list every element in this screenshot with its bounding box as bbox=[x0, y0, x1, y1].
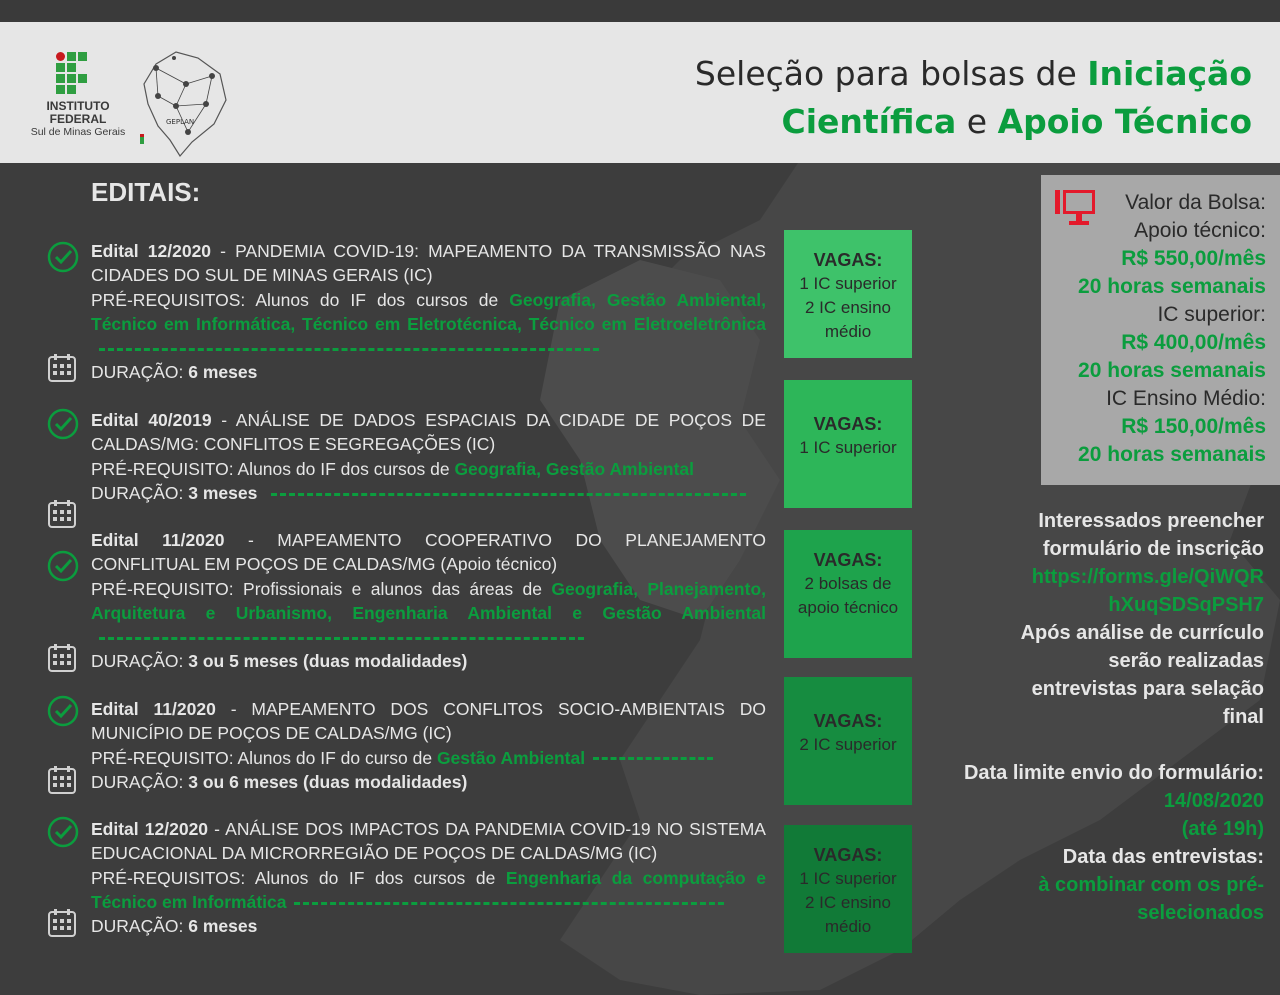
valor-bolsa-box: Valor da Bolsa: Apoio técnico: R$ 550,00/mês 20 horas semanais IC superior: R$ 400,00/mês 20 horas semanais IC Ensino Médio: R$ 150,00/mês 20 horas semanais bbox=[1041, 175, 1280, 485]
calendar-icon bbox=[47, 765, 77, 795]
dashed-divider bbox=[99, 348, 599, 351]
dashed-divider bbox=[593, 757, 713, 760]
geplan-logo bbox=[136, 44, 232, 160]
edital-item-2: Edital 40/2019 - ANÁLISE DE DADOS ESPACIAIS DA CIDADE DE POÇOS DE CALDAS/MG: CONFLITOS E SEGREGAÇÕES (IC) PRÉ-REQUISITO: Alunos do IF dos cursos de Geografia, Gestão Ambiental DURAÇÃO: 3 meses bbox=[91, 410, 766, 503]
vagas-box-1: VAGAS: 1 IC superior 2 IC ensino médio bbox=[784, 230, 912, 358]
info-interessados: Interessados preencher formulário de inscrição https://forms.gle/QiWQR hXuqSDSqPSH7 Após análise de currículo serão realizadas entrevistas para selação final bbox=[944, 507, 1264, 731]
vagas-box-2: VAGAS: 1 IC superior bbox=[784, 380, 912, 508]
check-icon bbox=[47, 695, 79, 727]
header bbox=[0, 22, 1280, 163]
if-logo-grid bbox=[56, 52, 90, 98]
top-bar bbox=[0, 0, 1280, 22]
edital-item-5: Edital 12/2020 - ANÁLISE DOS IMPACTOS DA PANDEMIA COVID-19 NO SISTEMA EDUCACIONAL DA MICRORREGIÃO DE POÇOS DE CALDAS/MG (IC) PRÉ-REQUISITOS: Alunos do IF dos cursos de Engenharia da computação e Técnico em Informática DURAÇÃO: 6 meses bbox=[91, 819, 766, 937]
calendar-icon bbox=[47, 499, 77, 529]
calendar-icon bbox=[47, 643, 77, 673]
check-icon bbox=[47, 550, 79, 582]
editais-heading: EDITAIS: bbox=[91, 177, 201, 207]
if-logo bbox=[28, 52, 128, 162]
if-logo-text: INSTITUTO FEDERAL Sul de Minas Gerais bbox=[30, 99, 126, 138]
check-icon bbox=[47, 241, 79, 273]
check-icon bbox=[47, 408, 79, 440]
edital-item-3: Edital 11/2020 - MAPEAMENTO COOPERATIVO DO PLANEJAMENTO CONFLITUAL EM POÇOS DE CALDAS/MG (Apoio técnico) PRÉ-REQUISITO: Profissionais e alunos das áreas de Geografia, Planejamento, Arquitetura e Urbanismo, Engenharia Ambiental e Gestão Ambiental DURAÇÃO: 3 ou 5 meses (duas modalidades) bbox=[91, 530, 766, 672]
edital-item-1: Edital 12/2020 - PANDEMIA COVID-19: MAPEAMENTO DA TRANSMISSÃO NAS CIDADES DO SUL DE MINAS GERAIS (IC) PRÉ-REQUISITOS: Alunos do IF dos cursos de Geografia, Gestão Ambiental, Técnico em Informática, Técnico em Eletrotécnica, Técnico em Eletroeletrônica DURAÇÃO: 6 meses bbox=[91, 241, 766, 383]
calendar-icon bbox=[47, 353, 77, 383]
edital-item-4: Edital 11/2020 - MAPEAMENTO DOS CONFLITOS SOCIO-AMBIENTAIS DO MUNICÍPIO DE POÇOS DE CALDAS/MG (IC) PRÉ-REQUISITO: Alunos do IF do curso de Gestão Ambiental DURAÇÃO: 3 ou 6 meses (duas modalidades) bbox=[91, 699, 766, 792]
monitor-icon bbox=[1053, 187, 1097, 227]
vagas-box-3: VAGAS: 2 bolsas de apoio técnico bbox=[784, 530, 912, 658]
dashed-divider bbox=[271, 493, 746, 496]
form-link[interactable]: https://forms.gle/QiWQR hXuqSDSqPSH7 bbox=[1031, 566, 1264, 616]
vagas-box-4: VAGAS: 2 IC superior bbox=[784, 677, 912, 805]
dashed-divider bbox=[99, 637, 584, 640]
check-icon bbox=[47, 816, 79, 848]
calendar-icon bbox=[47, 908, 77, 938]
svg-text:GEPLAN: GEPLAN bbox=[166, 118, 195, 126]
vagas-box-5: VAGAS: 1 IC superior 2 IC ensino médio bbox=[784, 825, 912, 953]
main-content bbox=[0, 163, 1280, 995]
dashed-divider bbox=[294, 902, 724, 905]
page-title: Seleção para bolsas de Iniciação Científica e Apoio Técnico bbox=[694, 54, 1252, 141]
info-datas: Data limite envio do formulário: 14/08/2020 (até 19h) Data das entrevistas: à combinar com os pré-selecionados bbox=[963, 762, 1264, 924]
